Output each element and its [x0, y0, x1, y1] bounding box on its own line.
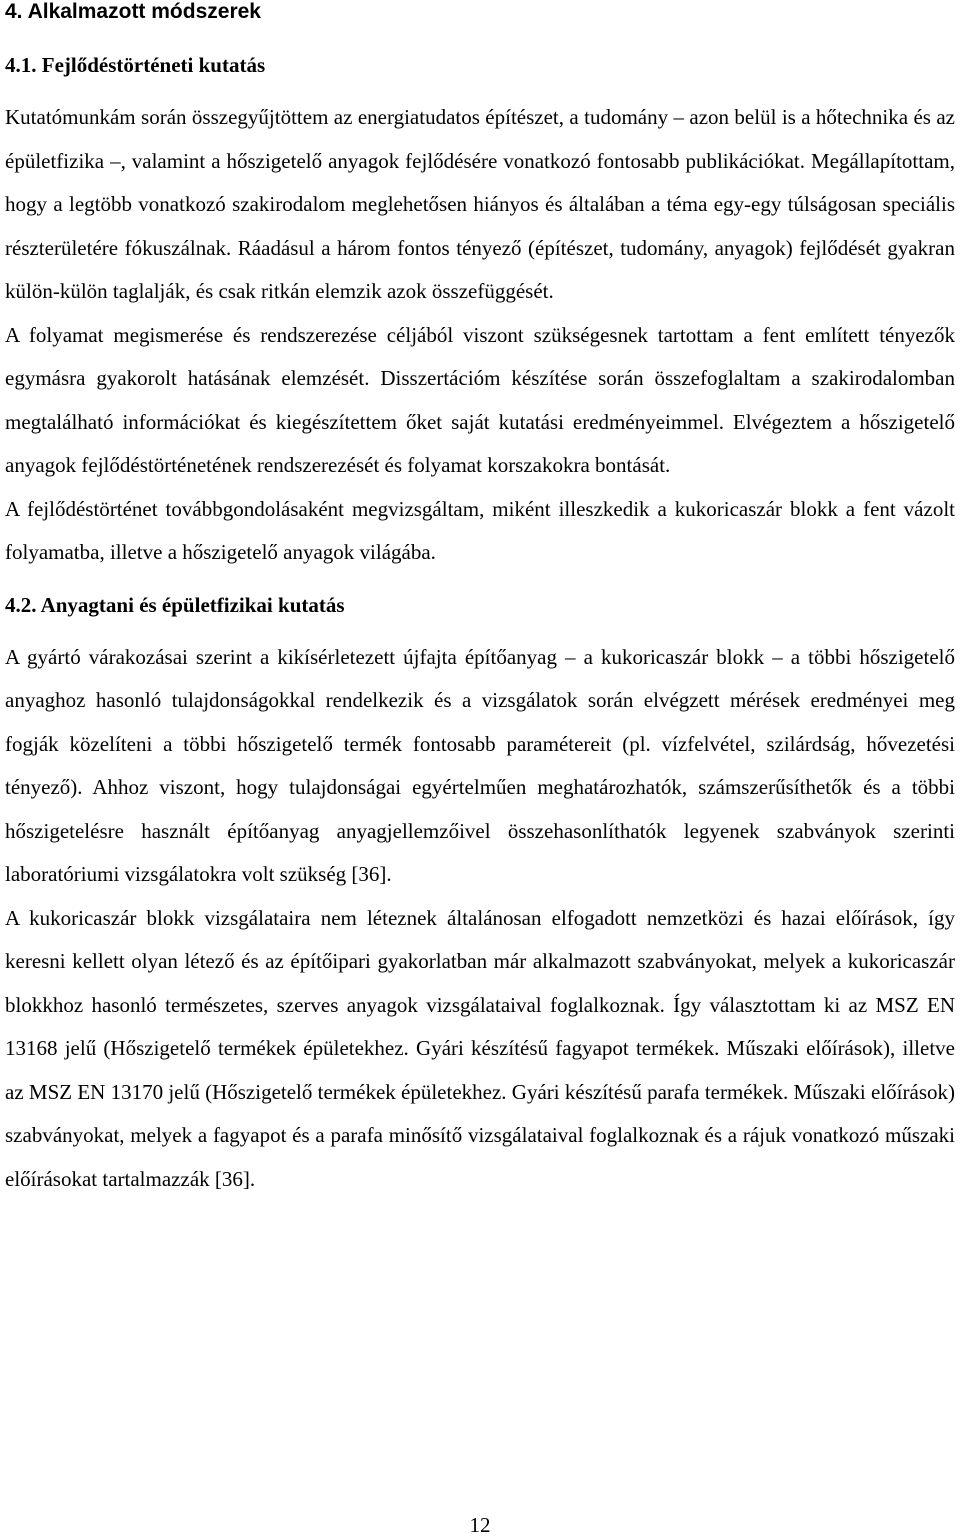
section-heading: 4. Alkalmazott módszerek: [5, 0, 261, 23]
paragraph-4-2-2: A kukoricaszár blokk vizsgálataira nem léteznek általánosan elfogadott nemzetközi és hazai előírások, így keresni kellett olyan létező és az építőipari gyakorlatban már alkalmazott szabványokat, melyek a kukoricaszár blokkhoz hasonló természetes, szerves anyagok vizsgálataival foglalkoznak. Így választottam ki az MSZ EN 13168 jelű (Hőszigetelő termékek épületekhez. Gyári készítésű fagyapot termékek. Műszaki előírások), illetve az MSZ EN 13170 jelű (Hőszigetelő termékek épületekhez. Gyári készítésű parafa termékek. Műszaki előírások) szabványokat, melyek a fagyapot és a parafa minősítő vizsgálataival foglalkoznak és a rájuk vonatkozó műszaki előírásokat tartalmazzák [36].: [5, 905, 955, 1191]
subsection-heading-4-2: 4.2. Anyagtani és épületfizikai kutatás: [5, 592, 345, 617]
paragraph-4-1-2: A folyamat megismerése és rendszerezése céljából viszont szükségesnek tartottam a fent említett tényezők egymásra gyakorolt hatásának elemzését. Disszertációm készítése során összefoglaltam a szakirodalomban megtalálható információkat és kiegészítettem őket saját kutatási eredményeimmel. Elvégeztem a hőszigetelő anyagok fejlődéstörténetének rendszerezését és folyamat korszakokra bontását.: [5, 322, 955, 477]
page-number: 12: [469, 1513, 491, 1537]
paragraph-4-1-1: Kutatómunkám során összegyűjtöttem az energiatudatos építészet, a tudomány – azon belül is a hőtechnika és az épületfizika –, valamint a hőszigetelő anyagok fejlődésére vonatkozó fontosabb publikációkat. Megállapítottam, hogy a legtöbb vonatkozó szakirodalom meglehetősen hiányos és általában a téma egy-egy túlságosan speciális részterületére fókuszálnak. Ráadásul a három fontos tényező (építészet, tudomány, anyagok) fejlődését gyakran külön-külön taglalják, és csak ritkán elemzik azok összefüggését.: [5, 105, 955, 303]
subsection-heading-4-1: 4.1. Fejlődéstörténeti kutatás: [5, 53, 266, 77]
paragraph-4-1-3: A fejlődéstörténet továbbgondolásaként megvizsgáltam, miként illeszkedik a kukoricaszár blokk a fent vázolt folyamatba, illetve a hőszigetelő anyagok világába.: [5, 496, 955, 564]
document-page: [5, 0, 955, 1201]
paragraph-4-2-1: A gyártó várakozásai szerint a kikísérletezett újfajta építőanyag – a kukoricaszár blokk – a többi hőszigetelő anyaghoz hasonló tulajdonságokkal rendelkezik és a vizsgálatok során elvégzett mérések eredményei meg fogják közelíteni a többi hőszigetelő termék fontosabb paramétereit (pl. vízfelvétel, szilárdság, hővezetési tényező). Ahhoz viszont, hogy tulajdonságai egyértelműen meghatározhatók, számszerűsíthetők és a többi hőszigetelésre használt építőanyag anyagjellemzőivel összehasonlíthatók legyenek szabványok szerinti laboratóriumi vizsgálatokra volt szükség [36].: [5, 644, 955, 886]
